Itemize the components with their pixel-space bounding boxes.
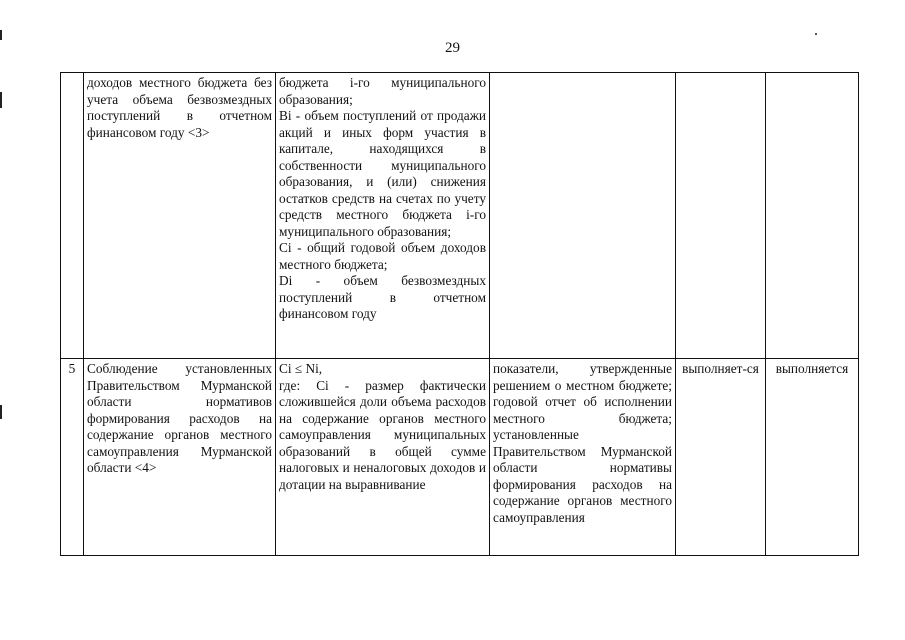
result-cell <box>676 73 766 359</box>
result-cell <box>766 73 859 359</box>
scan-edge-mark-bottom <box>0 405 2 419</box>
source-cell: показатели, утвержденные решением о местном бюджете; годовой отчет об исполнении местного бюджета; установленные Правительством Мурманской области нормативы формирования расходов на содержание органов местного самоуправления <box>490 359 676 556</box>
scan-edge-mark-middle <box>0 92 2 108</box>
formula-cell <box>276 359 490 556</box>
source-cell <box>490 73 676 359</box>
result-cell: выполняет-ся <box>676 359 766 556</box>
formula-cell <box>276 73 490 359</box>
scan-edge-mark-top <box>0 30 2 40</box>
scan-dot <box>815 33 817 35</box>
result-cell: выполняется <box>766 359 859 556</box>
indicator-cell: доходов местного бюджета без учета объема безвозмездных поступлений в отчетном финансовом году <3> <box>84 73 276 359</box>
row-number-cell <box>61 73 84 359</box>
criteria-table <box>60 72 859 556</box>
table-row <box>61 359 859 556</box>
page-number: 29 <box>445 40 460 56</box>
inequality-formula: Ci ≤ Ni, <box>279 361 323 376</box>
formula-line: Bi - объем поступлений от продажи акций и иных форм участия в капитале, находящихся в собственности муниципального образования, и (или) снижения остатков средств на счетах по учету средств местного бюджета i-го муниципального образования; <box>279 108 486 239</box>
formula-line: Di - объем безвозмездных поступлений в отчетном финансовом году <box>279 273 486 321</box>
formula-line: Ci - общий годовой объем доходов местного бюджета; <box>279 240 486 272</box>
indicator-cell: Соблюдение установленных Правительством Мурманской области нормативов формирования расходов на содержание органов местного самоуправления Мурманской области <4> <box>84 359 276 556</box>
row-number-cell: 5 <box>61 359 84 556</box>
formula-explanation: где: Ci - размер фактически сложившейся доли объема расходов на содержание органов местного самоуправления муниципальных образований в общей сумме налоговых и неналоговых доходов и дотации на выравнивание <box>279 377 486 492</box>
table-row <box>61 73 859 359</box>
formula-line: бюджета i-го муниципального образования; <box>279 75 486 107</box>
